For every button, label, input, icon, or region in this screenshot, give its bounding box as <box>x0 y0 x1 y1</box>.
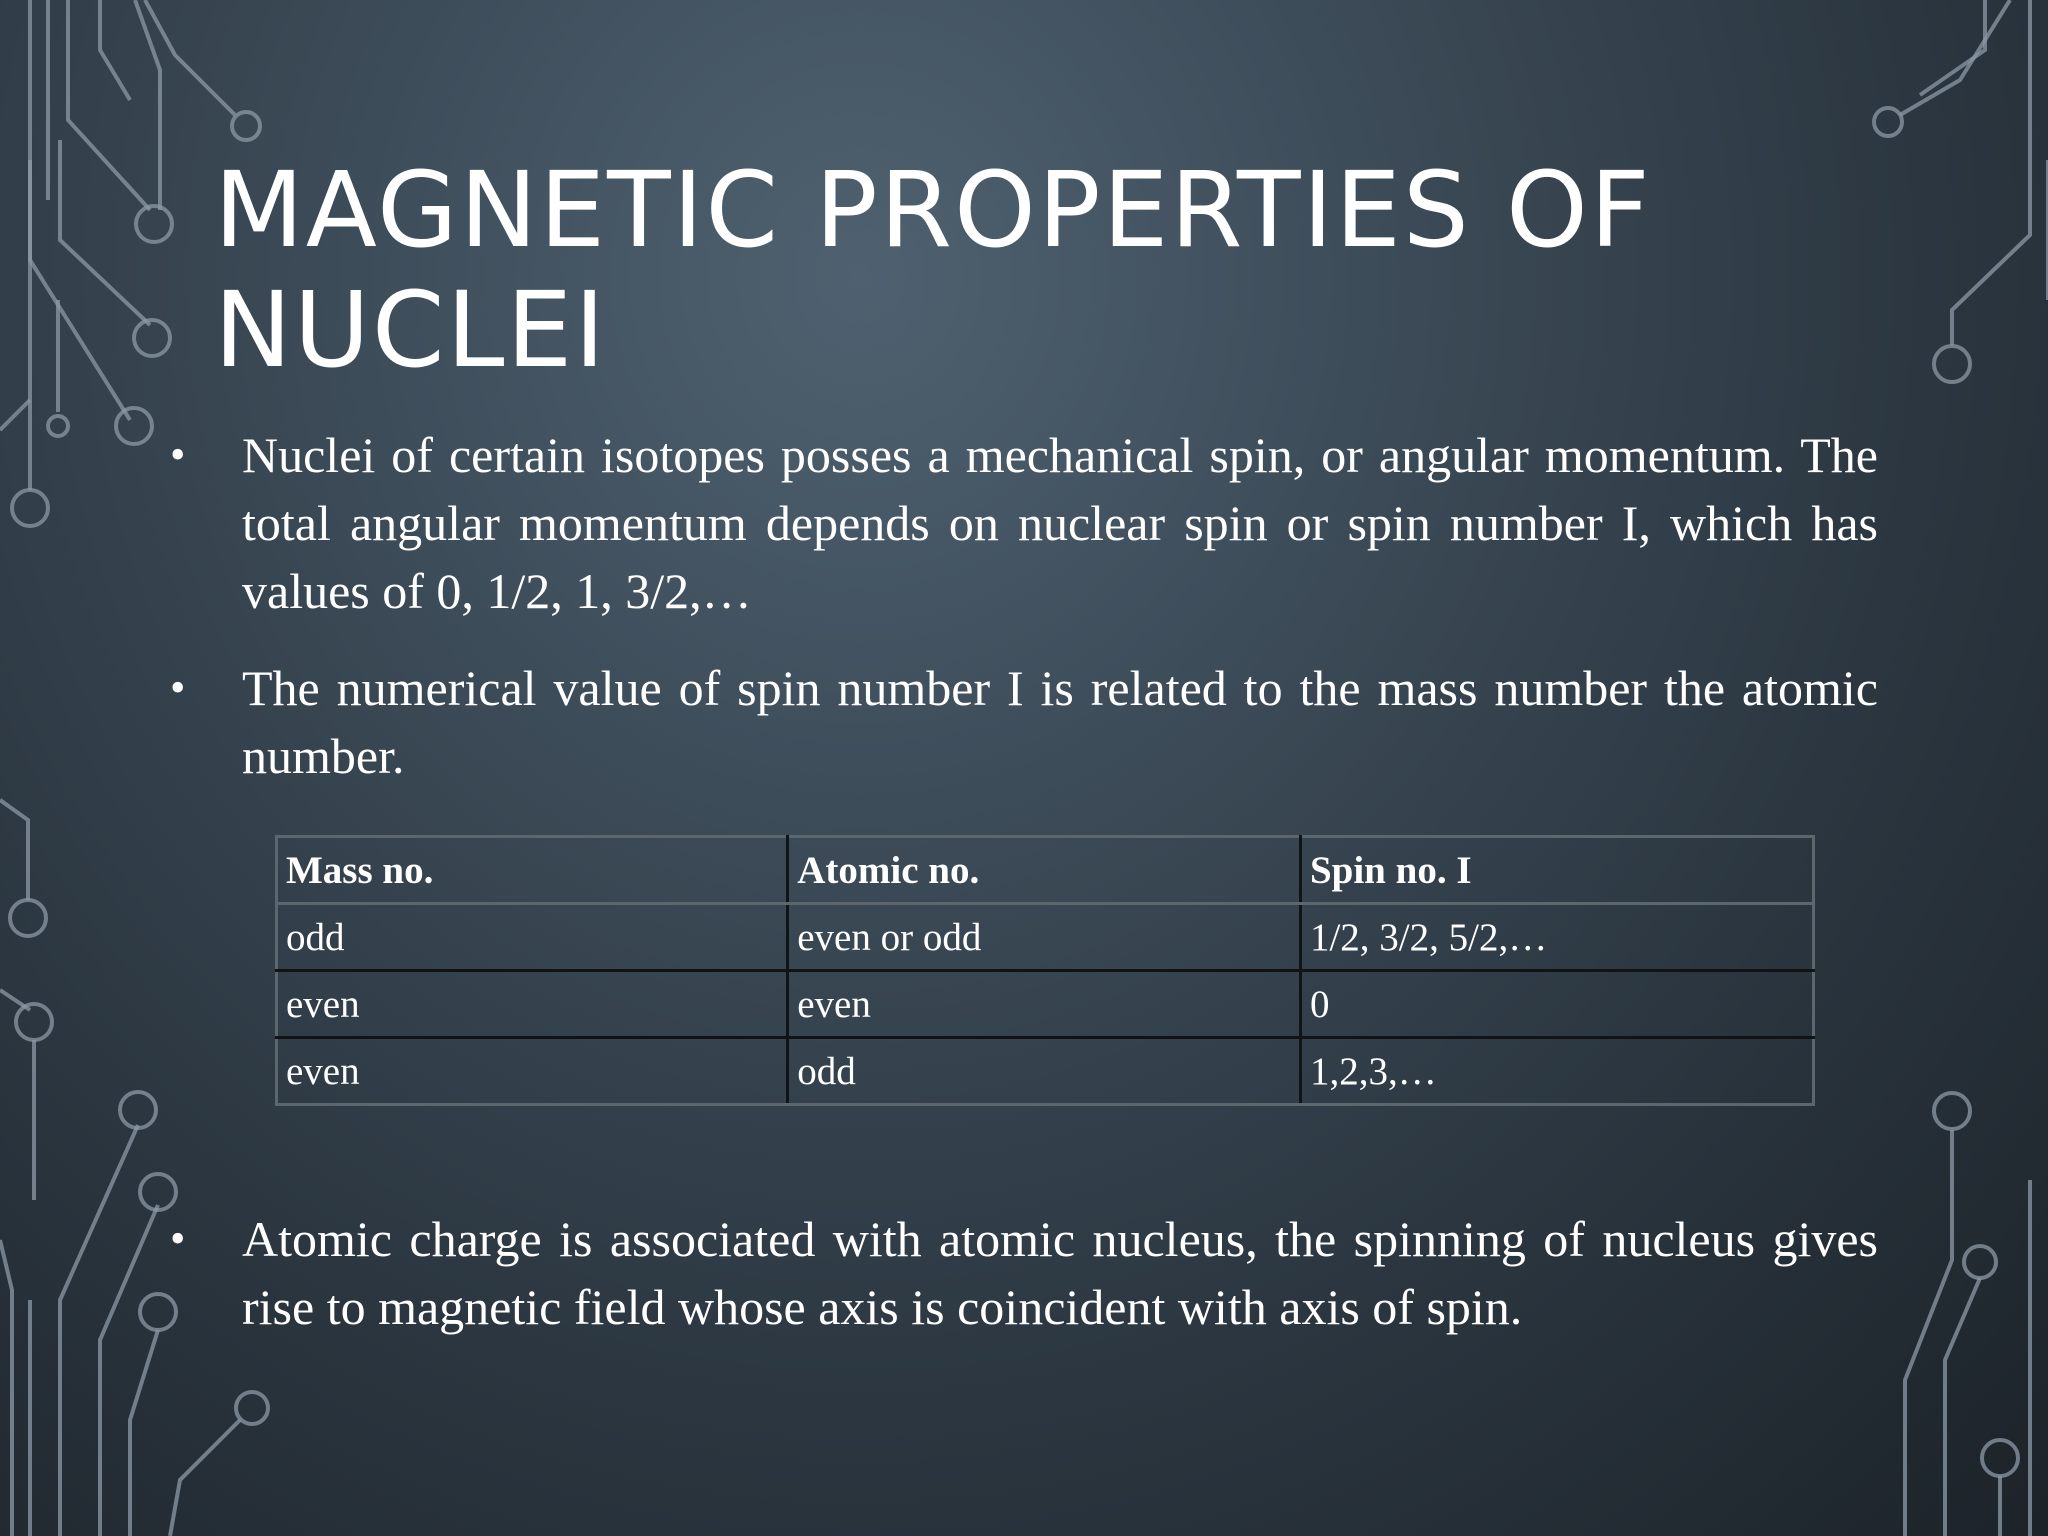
bullet-text: Atomic charge is associated with atomic nucleus, the spinning of nucleus gives rise to magnetic field whose axis is coincident with axis of spin. <box>242 1211 1878 1335</box>
table-cell: 1/2, 3/2, 5/2,… <box>1300 904 1813 971</box>
table-cell: even <box>277 1038 788 1105</box>
column-header-mass-no: Mass no. <box>277 837 788 904</box>
table-row <box>277 904 1814 971</box>
bullet-text: The numerical value of spin number I is related to the mass number the atomic number. <box>242 660 1878 784</box>
table-row <box>277 1038 1814 1105</box>
table-cell: even <box>788 971 1301 1038</box>
table-row <box>277 971 1814 1038</box>
column-header-spin-no: Spin no. I <box>1300 837 1813 904</box>
table-cell: even <box>277 971 788 1038</box>
bullet-marker: • <box>170 663 186 712</box>
spin-number-table <box>275 835 1815 1106</box>
table-cell: odd <box>277 904 788 971</box>
table-cell: odd <box>788 1038 1301 1105</box>
table-cell: 1,2,3,… <box>1300 1038 1813 1105</box>
table-cell: 0 <box>1300 971 1813 1038</box>
table-cell: even or odd <box>788 904 1301 971</box>
bullet-marker: • <box>170 1214 186 1263</box>
bullet-marker: • <box>170 430 186 479</box>
column-header-atomic-no: Atomic no. <box>788 837 1301 904</box>
slide-title: MAGNETIC PROPERTIES OF NUCLEI <box>214 149 1652 391</box>
table-header-row <box>277 837 1814 904</box>
bullet-text: Nuclei of certain isotopes posses a mechanical spin, or angular momentum. The total angular momentum depends on nuclear spin or spin number I, which has values of 0, 1/2, 1, 3/2,… <box>242 427 1878 619</box>
